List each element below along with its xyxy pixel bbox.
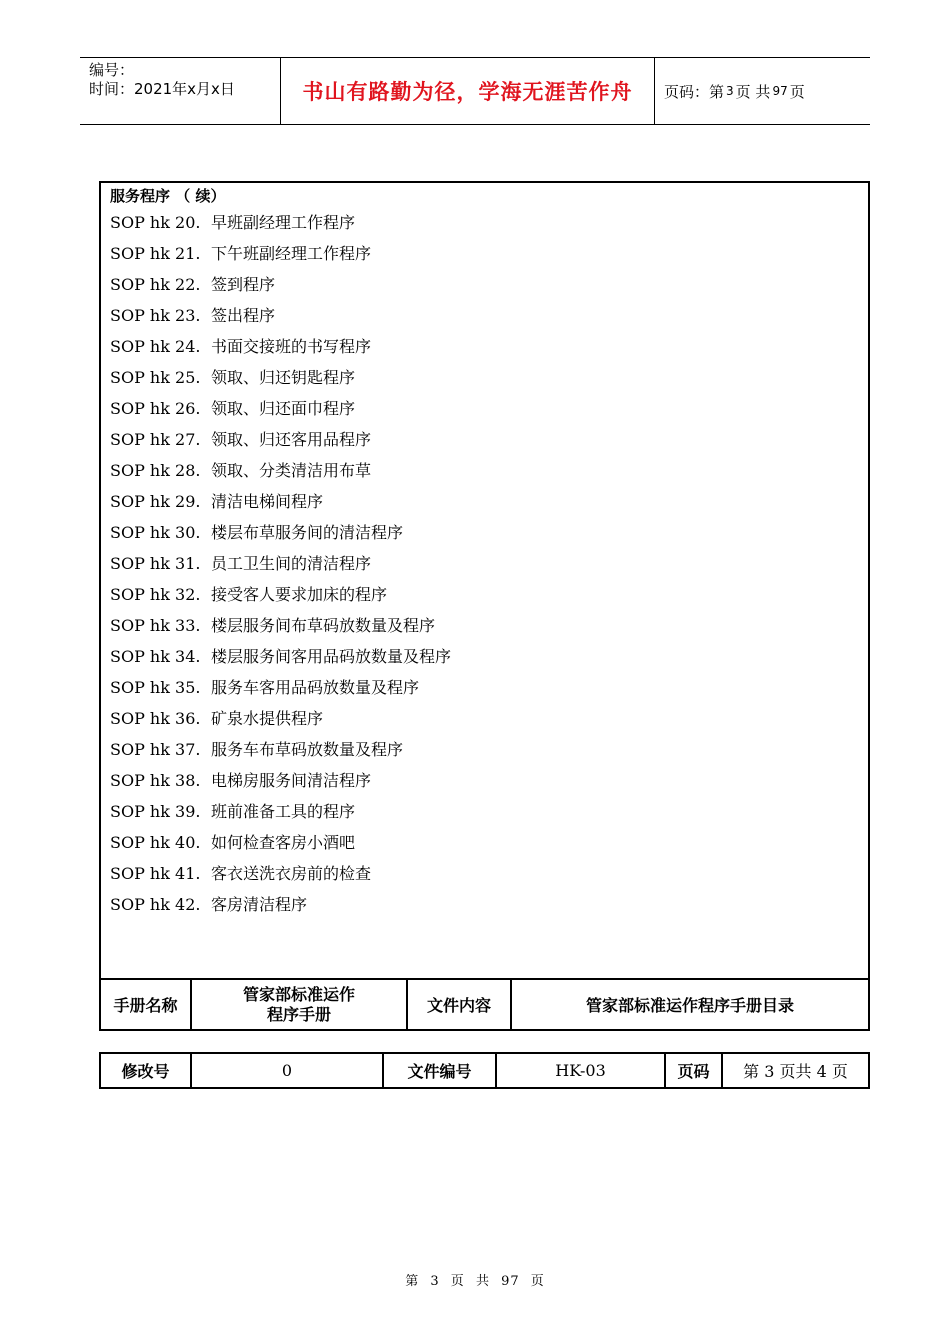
- manual-info-table: [99, 978, 870, 1031]
- manual-name-line2: 程序手册: [266, 1004, 331, 1024]
- procedure-code: SOP hk 27.: [110, 430, 201, 449]
- content-label: 文件内容: [407, 979, 511, 1030]
- content-value: 管家部标准运作程序手册目录: [511, 979, 869, 1030]
- procedure-item: [110, 427, 451, 458]
- manual-name-label: 手册名称: [100, 979, 191, 1030]
- footer-total-suffix: 页: [530, 1274, 545, 1289]
- procedure-code: SOP hk 33.: [110, 616, 201, 635]
- revision-value: 0: [191, 1053, 383, 1088]
- procedure-code: SOP hk 34.: [110, 647, 201, 666]
- footer-page-num: 3: [430, 1274, 440, 1289]
- procedure-code: SOP hk 21.: [110, 244, 201, 263]
- procedure-item: [110, 706, 451, 737]
- procedure-code: SOP hk 20.: [110, 213, 201, 232]
- procedure-item: [110, 396, 451, 427]
- procedure-title: 班前准备工具的程序: [211, 802, 356, 821]
- manual-name-value: [191, 979, 407, 1030]
- page-footer: [0, 1270, 950, 1289]
- procedure-title: 清洁电梯间程序: [211, 492, 324, 511]
- revision-label: 修改号: [100, 1053, 191, 1088]
- procedure-item: [110, 489, 451, 520]
- procedure-title: 领取、归还面巾程序: [211, 399, 356, 418]
- procedure-title: 接受客人要求加床的程序: [211, 585, 388, 604]
- procedure-title: 服务车客用品码放数量及程序: [211, 678, 420, 697]
- procedure-item: [110, 768, 451, 799]
- procedure-code: SOP hk 22.: [110, 275, 201, 294]
- procedure-list: [110, 210, 451, 923]
- procedure-item: [110, 272, 451, 303]
- procedure-item: [110, 675, 451, 706]
- header-page-total: 97: [772, 84, 788, 98]
- procedure-code: SOP hk 38.: [110, 771, 201, 790]
- procedure-title: 下午班副经理工作程序: [211, 244, 372, 263]
- revision-table: [99, 1052, 870, 1089]
- revision-row: [100, 1053, 869, 1088]
- procedure-code: SOP hk 29.: [110, 492, 201, 511]
- header-page-num: 3: [726, 84, 734, 98]
- procedure-item: [110, 799, 451, 830]
- procedure-title: 员工卫生间的清洁程序: [211, 554, 372, 573]
- procedure-item: [110, 241, 451, 272]
- procedure-item: [110, 365, 451, 396]
- procedure-title: 早班副经理工作程序: [211, 213, 356, 232]
- procedure-code: SOP hk 23.: [110, 306, 201, 325]
- procedure-title: 领取、归还钥匙程序: [211, 368, 356, 387]
- footer-total-prefix: 共: [475, 1274, 490, 1289]
- doc-no-value: HK-03: [496, 1053, 665, 1088]
- procedure-title: 领取、分类清洁用布草: [211, 461, 372, 480]
- footer-total-num: 97: [501, 1274, 520, 1289]
- procedure-code: SOP hk 36.: [110, 709, 201, 728]
- procedure-code: SOP hk 42.: [110, 895, 201, 914]
- procedure-code: SOP hk 24.: [110, 337, 201, 356]
- procedure-code: SOP hk 41.: [110, 864, 201, 883]
- procedure-item: [110, 644, 451, 675]
- procedure-title: 楼层服务间客用品码放数量及程序: [211, 647, 452, 666]
- procedure-title: 如何检查客房小酒吧: [211, 833, 356, 852]
- procedure-item: [110, 613, 451, 644]
- procedure-item: [110, 210, 451, 241]
- footer-page-mid: 页: [450, 1274, 465, 1289]
- section-title: 服务程序 （ 续）: [110, 187, 226, 205]
- procedure-title: 领取、归还客用品程序: [211, 430, 372, 449]
- procedure-code: SOP hk 26.: [110, 399, 201, 418]
- procedure-title: 客房清洁程序: [211, 895, 308, 914]
- procedure-code: SOP hk 37.: [110, 740, 201, 759]
- page-label: 页码: [665, 1053, 722, 1088]
- procedure-item: [110, 830, 451, 861]
- footer-page-prefix: 第: [405, 1274, 420, 1289]
- header-page-mid: 页 共: [735, 82, 771, 101]
- procedure-code: SOP hk 28.: [110, 461, 201, 480]
- procedure-title: 客衣送洗衣房前的检查: [211, 864, 372, 883]
- procedure-code: SOP hk 30.: [110, 523, 201, 542]
- procedure-code: SOP hk 25.: [110, 368, 201, 387]
- procedure-title: 电梯房服务间清洁程序: [211, 771, 372, 790]
- procedure-title: 楼层布草服务间的清洁程序: [211, 523, 404, 542]
- procedure-code: SOP hk 32.: [110, 585, 201, 604]
- page-header: [80, 57, 870, 125]
- procedure-title: 服务车布草码放数量及程序: [211, 740, 404, 759]
- page-value: 第 3 页共 4 页: [722, 1053, 869, 1088]
- procedure-code: SOP hk 40.: [110, 833, 201, 852]
- procedure-code: SOP hk 31.: [110, 554, 201, 573]
- procedure-list-box: [99, 181, 870, 979]
- header-meta: [80, 58, 281, 124]
- header-number-label: 编号：: [89, 61, 135, 79]
- procedure-title: 矿泉水提供程序: [211, 709, 324, 728]
- doc-no-label: 文件编号: [383, 1053, 496, 1088]
- procedure-item: [110, 551, 451, 582]
- procedure-item: [110, 303, 451, 334]
- procedure-item: [110, 737, 451, 768]
- procedure-title: 签到程序: [211, 275, 276, 294]
- manual-name-line1: 管家部标准运作: [242, 984, 355, 1004]
- procedure-code: SOP hk 39.: [110, 802, 201, 821]
- procedure-item: [110, 458, 451, 489]
- procedure-title: 书面交接班的书写程序: [211, 337, 372, 356]
- procedure-item: [110, 520, 451, 551]
- header-page-suffix: 页: [789, 82, 805, 101]
- header-page-info: [655, 58, 870, 124]
- procedure-title: 签出程序: [211, 306, 276, 325]
- procedure-title: 楼层服务间布草码放数量及程序: [211, 616, 436, 635]
- procedure-item: [110, 892, 451, 923]
- procedure-code: SOP hk 35.: [110, 678, 201, 697]
- procedure-item: [110, 582, 451, 613]
- header-page-prefix: 页码：第: [664, 82, 725, 101]
- procedure-item: [110, 334, 451, 365]
- manual-info-row: [100, 979, 869, 1030]
- header-motto: 书山有路勤为径，学海无涯苦作舟: [281, 58, 655, 124]
- header-time-label: 时间：2021年x月x日: [89, 80, 235, 98]
- procedure-item: [110, 861, 451, 892]
